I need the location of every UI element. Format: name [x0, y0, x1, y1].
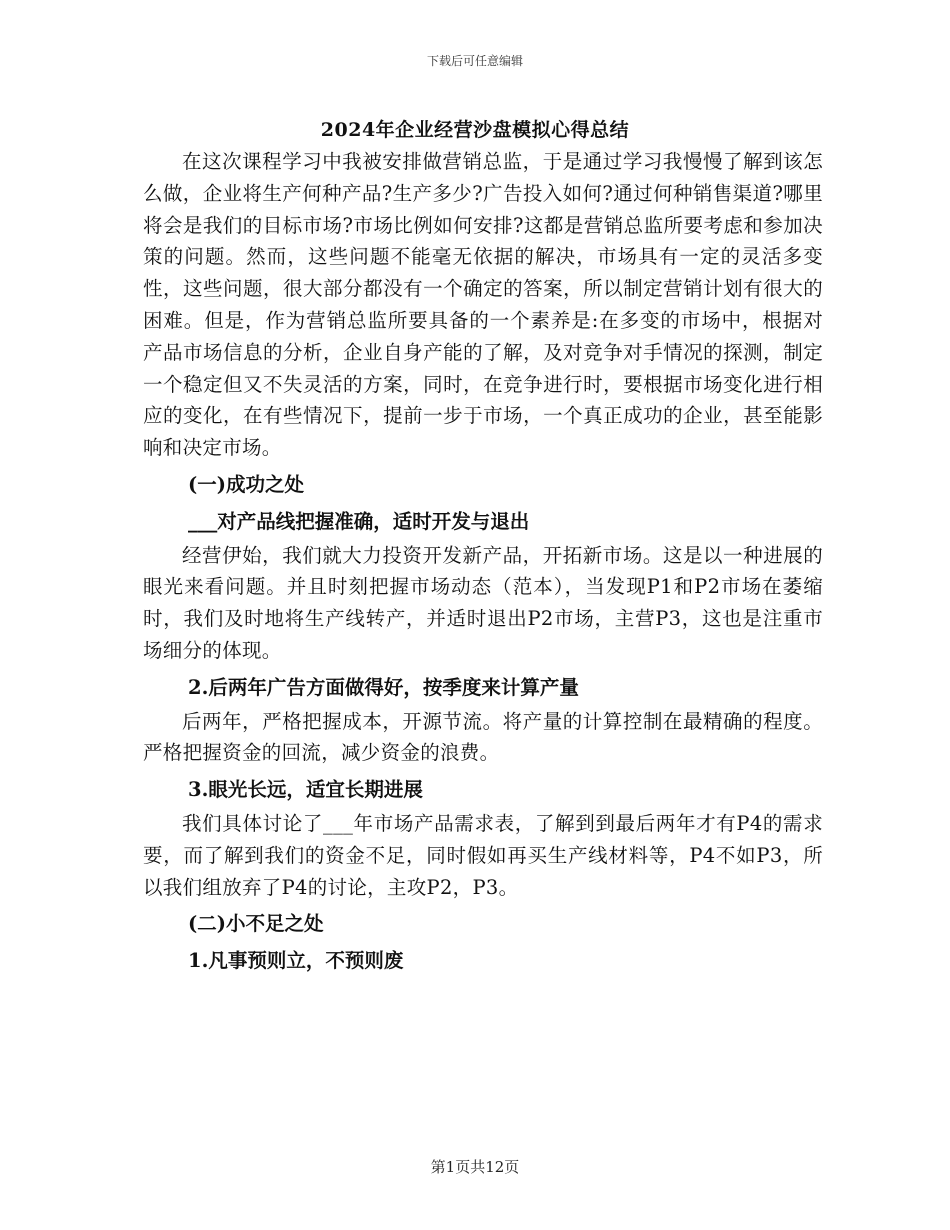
item-heading-product-line: ___对产品线把握准确，适时开发与退出: [188, 509, 530, 533]
item-paragraph-long-term: 我们具体讨论了___年市场产品需求表，了解到到最后两年才有P4的需求要，而了解到我们的资金不足，同时假如再买生产线材料等，P4不如P3，所以我们组放弃了P4的讨论，主攻P2，P3。: [143, 811, 823, 899]
section-heading-shortcomings: (二)小不足之处: [188, 912, 324, 936]
item-heading-preparation: 1.凡事预则立，不预则废: [188, 949, 404, 973]
item-paragraph-advertising: 后两年，严格把握成本，开源节流。将产量的计算控制在最精确的程度。严格把握资金的回流，减少资金的浪费。: [143, 709, 823, 765]
page-footer: 第1页共12页: [430, 1158, 520, 1176]
document-title: 2024年企业经营沙盘模拟心得总结: [320, 119, 630, 141]
document-body: [143, 146, 823, 979]
item-paragraph-product-line: 经营伊始，我们就大力投资开发新产品，开拓新市场。这是以一种进展的眼光来看问题。并且时刻把握市场动态（范本），当发现P1和P2市场在萎缩时，我们及时地将生产线转产，并适时退出P2市场，主营P3，这也是注重市场细分的体现。: [143, 543, 823, 662]
intro-paragraph: 在这次课程学习中我被安排做营销总监，于是通过学习我慢慢了解到该怎么做，企业将生产何种产品?生产多少?广告投入如何?通过何种销售渠道?哪里将会是我们的目标市场?市场比例如何安排?这都是营销总监所要考虑和参加决策的问题。然而，这些问题不能毫无依据的解决，市场具有一定的灵活多变性，这些问题，很大部分都没有一个确定的答案，所以制定营销计划有很大的困难。但是，作为营销总监所要具备的一个素养是:在多变的市场中，根据对产品市场信息的分析，企业自身产能的了解，及对竞争对手情况的探测，制定一个稳定但又不失灵活的方案，同时，在竞争进行时，要根据市场变化进行相应的变化，在有些情况下，提前一步于市场，一个真正成功的企业，甚至能影响和决定市场。: [143, 150, 823, 460]
page-header: 下载后可任意编辑: [426, 54, 523, 68]
section-heading-success: (一)成功之处: [188, 472, 304, 496]
item-heading-advertising: 2.后两年广告方面做得好，按季度来计算产量: [188, 675, 579, 699]
item-heading-long-term: 3.眼光长远，适宜长期进展: [188, 778, 423, 802]
